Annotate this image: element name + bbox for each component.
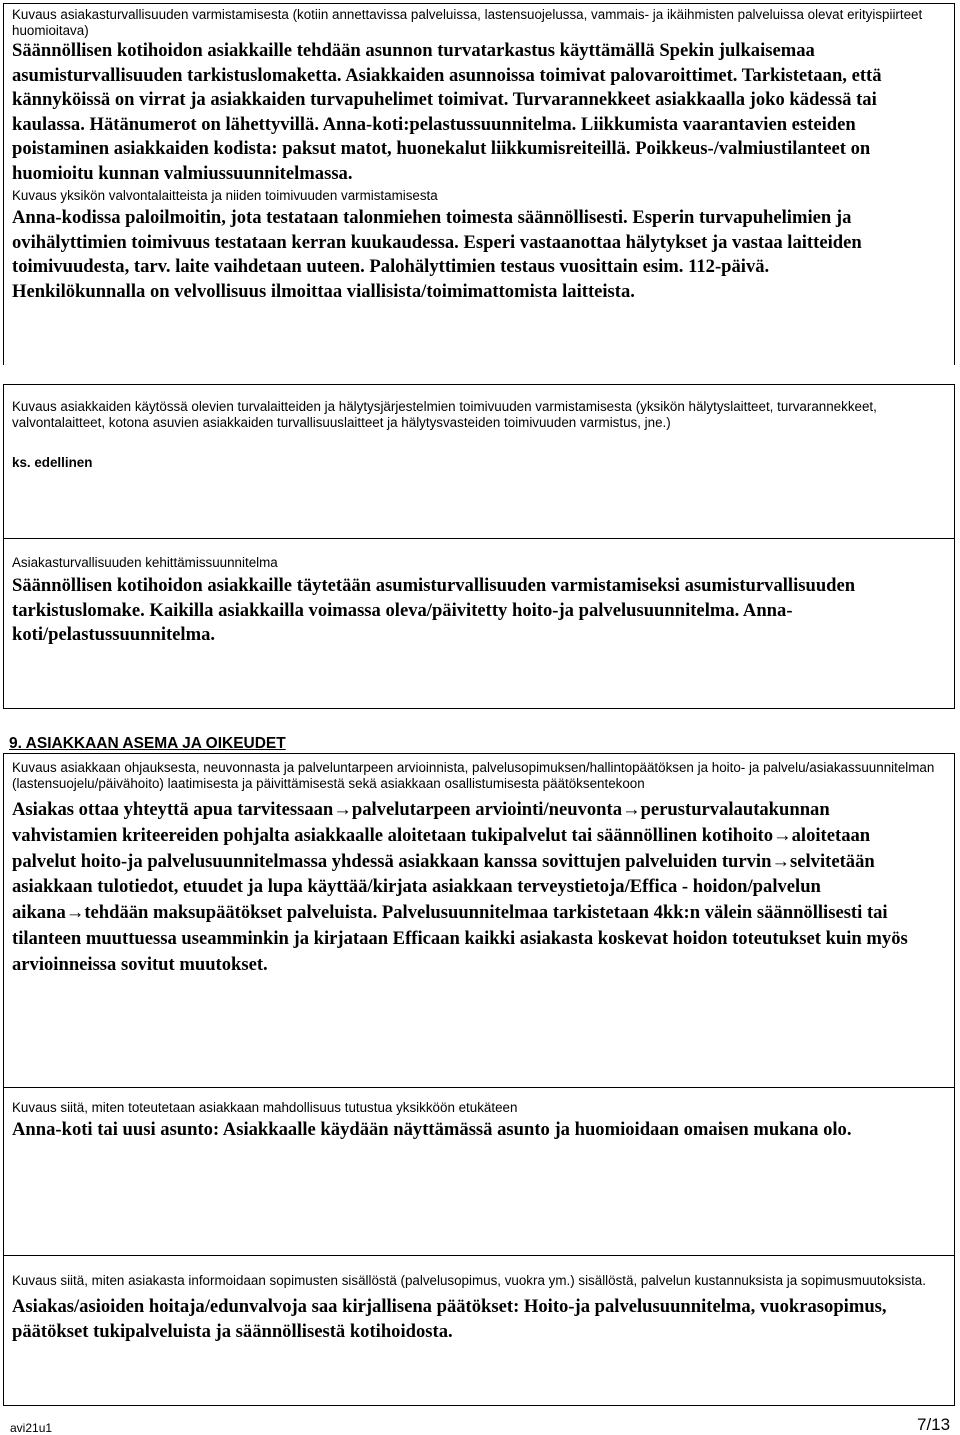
section-body: Säännöllisen kotihoidon asiakkaille tehdään asunnon turvatarkastus käyttämällä Spekin julkaisemaa asumisturvallisuuden tarkistuslomaketta. Asiakkaiden asunnoissa toimivat palovaroittimet. Tarkistetaan, että kännyköissä on virrat ja asiakkaiden turvapuhelimet toimivat. Turvarannekkeet asiakkaalla joko kädessä tai kaulassa. Hätänumerot on lähettyvillä. Anna-koti:pelastussuunnitelma. Liikkumista vaarantavien esteiden poistaminen asiakkaiden kodista: paksut matot, huonekalut liikkumisreiteillä. Poikkeus-/valmiustilanteet on huomioitu kunnan valmiussuunnitelmassa. — [12, 40, 882, 184]
section-label: Asiakasturvallisuuden kehittämissuunnitelma — [12, 555, 278, 570]
section-guidance — [3, 753, 955, 1088]
section-body: Asiakas ottaa yhteyttä apua tarvitessaan→palvelutarpeen arviointi/neuvonta→perusturvalautakunnan vahvistamien kriteereiden pohjalta asiakkaalle aloitetaan tukipalvelut tai säännöllinen kotihoito→aloitetaan palvelut hoito-ja palvelusuunnitelmassa yhdessä asiakkaan kanssa sovittujen palveluiden turvin→selvitetään asiakkaan tulotiedot, etuudet ja lupa käyttää/kirjata asiakkaan terveystietoja/Effica - hoidon/palvelun aikana→tehdään maksupäätökset palveluista. Palvelusuunnitelmaa tarkistetaan 4kk:n välein säännöllisesti tai tilanteen muuttuessa useamminkin ja kirjataan Efficaan kaikki asiakasta koskevat hoidon toteutukset kuin myös arvioinneissa sovitut muutokset. — [12, 799, 908, 975]
document-id: avi21u1 — [10, 1421, 53, 1435]
section-security — [3, 3, 955, 365]
section-body: Asiakas/asioiden hoitaja/edunvalvoja saa kirjallisena päätökset: Hoito-ja palvelusuunnitelma, vuokrasopimus, päätökset tukipalveluista ja säännöllisestä kotihoidosta. — [12, 1296, 887, 1342]
section-label: Kuvaus yksikön valvontalaitteista ja niiden toimivuuden varmistamisesta — [12, 188, 438, 203]
section-development-plan — [3, 539, 955, 709]
section-body: Henkilökunnalla on velvollisuus ilmoittaa viallisista/toimimattomista laitteista. — [12, 280, 635, 302]
section-contracts — [3, 1256, 955, 1406]
section-familiarize — [3, 1088, 955, 1256]
page-number: 7/13 — [917, 1415, 951, 1434]
section-label: Kuvaus asiakasturvallisuuden varmistamisesta (kotiin annettavissa palveluissa, lastensuojelussa, vammais- ja ikäihmisten palveluissa olevat erityispiirteet huomioitava) — [12, 7, 923, 38]
section-label: Kuvaus siitä, miten toteutetaan asiakkaan mahdollisuus tutustua yksikköön etukäteen — [12, 1100, 518, 1115]
section-body: Anna-koti tai uusi asunto: Asiakkaalle käydään näyttämässä asunto ja huomioidaan omaisen mukana olo. — [12, 1119, 852, 1140]
section-body: ks. edellinen — [12, 455, 93, 470]
section-body: Anna-kodissa paloilmoitin, jota testataan talonmiehen toimesta säännöllisesti. Esperin turvapuhelimien ja ovihälyttimien toimivuus testataan kerran kuukaudessa. Esperi vastaanottaa hälytykset ja vastaa laitteiden toimivuudesta, tarv. laite vaihdetaan uuteen. Palohälyttimien testaus vuosittain esim. 112-päivä. — [12, 207, 862, 277]
section-heading: 9. ASIAKKAAN ASEMA JA OIKEUDET — [9, 735, 286, 752]
section-body: Säännöllisen kotihoidon asiakkaille täytetään asumisturvallisuuden varmistamiseksi asumisturvallisuuden tarkistuslomake. Kaikilla asiakkailla voimassa oleva/päivitetty hoito-ja palvelusuunnitelma. Anna-koti/pelastussuunnitelma. — [12, 575, 856, 645]
section-label: Kuvaus asiakkaan ohjauksesta, neuvonnasta ja palveluntarpeen arvioinnista, palvelusopimuksen/hallintopäätöksen ja hoito- ja palvelu/asiakassuunnitelman (lastensuojelu/päivähoito) laatimisesta ja päivittämisestä sekä asiakkaan osallistumisesta päätöksentekoon — [12, 760, 935, 791]
section-label: Kuvaus asiakkaiden käytössä olevien turvalaitteiden ja hälytysjärjestelmien toimivuuden varmistamisesta (yksikön hälytyslaitteet, turvarannekkeet, valvontalaitteet, kotona asuvien asiakkaiden turvallisuuslaitteet ja hälytysvasteiden toimivuuden varmistus, jne.) — [12, 399, 877, 430]
section-label: Kuvaus siitä, miten asiakasta informoidaan sopimusten sisällöstä (palvelusopimus, vuokra ym.) sisällöstä, palvelun kustannuksista ja sopimusmuutoksista. — [12, 1273, 926, 1288]
section-safety-devices — [3, 384, 955, 539]
